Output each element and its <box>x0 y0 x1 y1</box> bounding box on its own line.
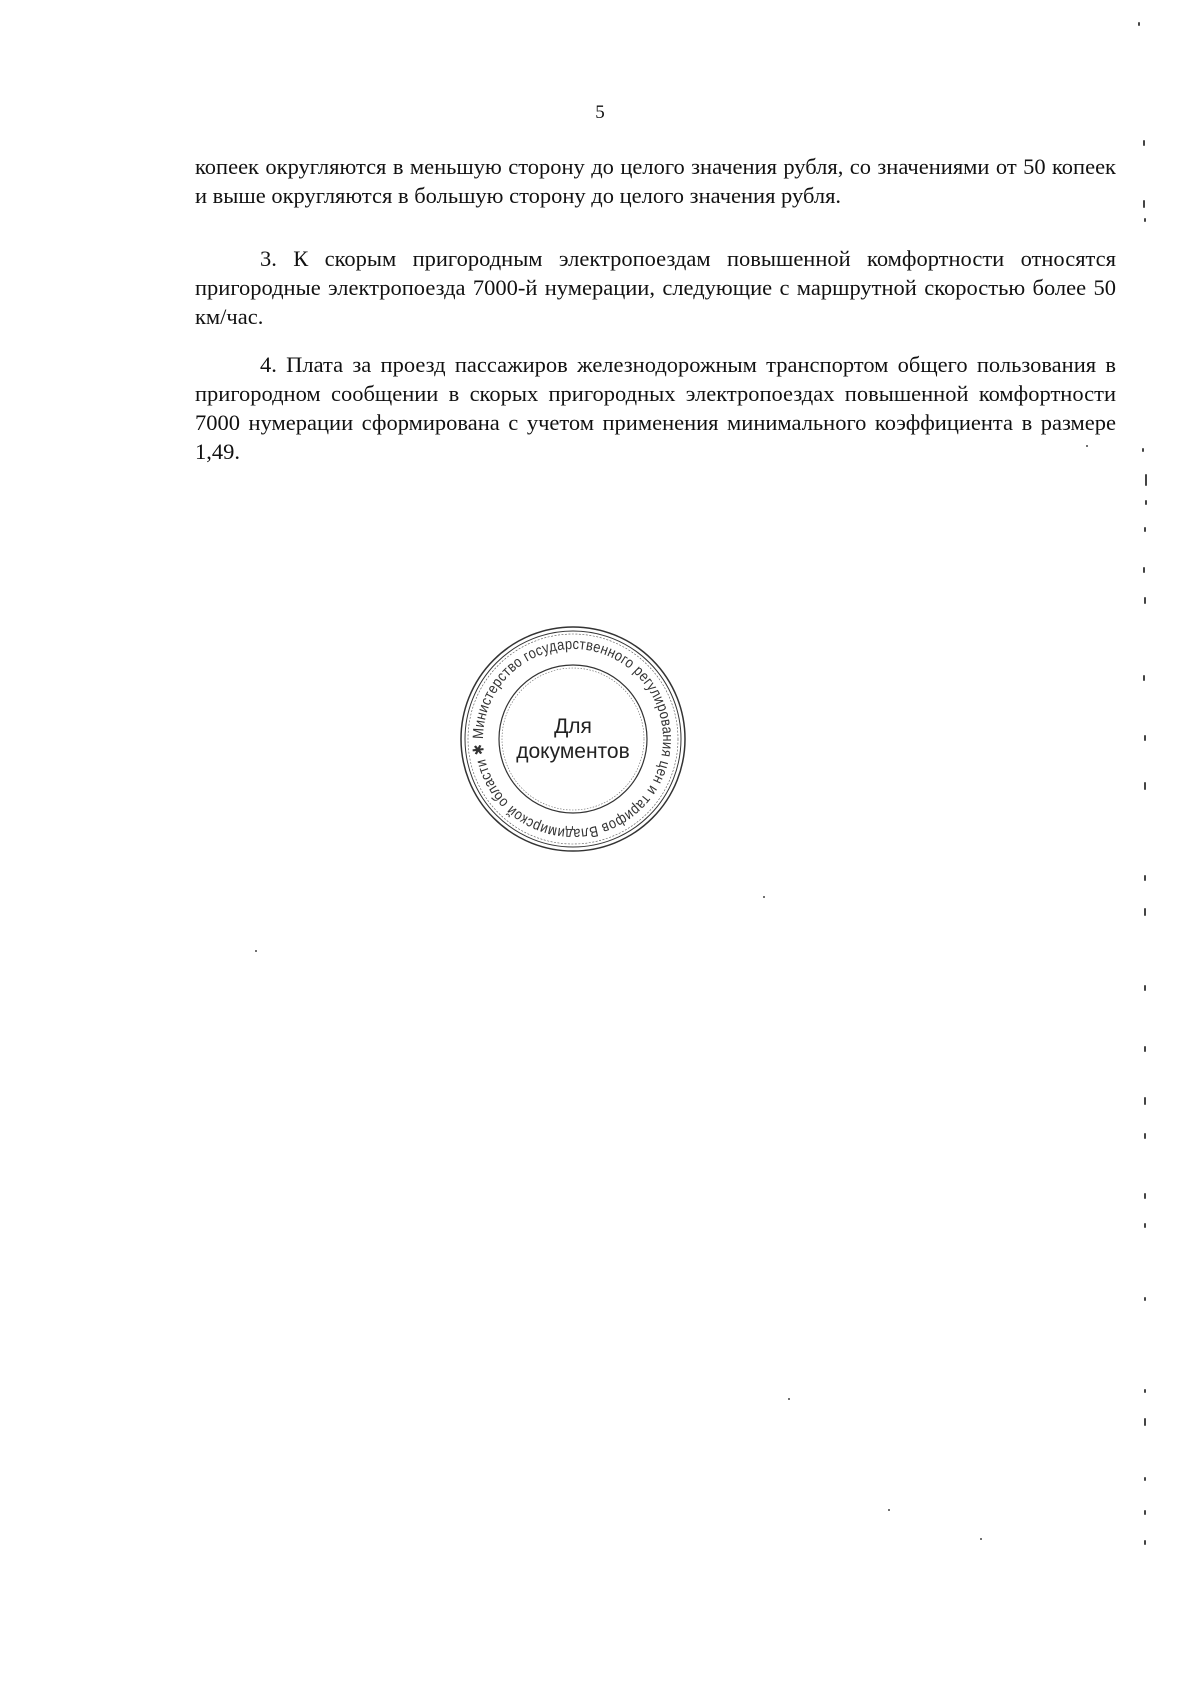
stamp-center <box>459 625 687 853</box>
paragraph-continuation-text: копеек округляются в меньшую сторону до целого значения рубля, со значениями от 50 копеек и выше округляются в большую сторону до целого значения рубля. <box>195 154 1116 208</box>
official-stamp <box>459 625 687 853</box>
paragraph-continuation <box>195 152 1116 210</box>
paragraph-item-3 <box>195 244 1116 331</box>
stamp-ring-text: Министерство государственного регулирования цен и тарифов Владимирской области ✱ <box>469 635 677 843</box>
paragraph-item-4 <box>195 350 1116 466</box>
stamp-center-line-1: Для <box>554 715 592 738</box>
paragraph-item-3-text: 3. К скорым пригородным электропоездам повышенной комфортности относятся пригородные электропоезда 7000-й нумерации, следующие с маршрутной скоростью более 50 км/час. <box>195 246 1116 329</box>
paragraph-item-4-text: 4. Плата за проезд пассажиров железнодорожным транспортом общего пользования в пригородном сообщении в скорых пригородных электропоездах повышенной комфортности 7000 нумерации сформирована с учетом применения минимального коэффициента в размере 1,49. <box>195 352 1116 464</box>
page-number: 5 <box>595 102 605 123</box>
stamp-center-line-2: документов <box>516 740 630 763</box>
